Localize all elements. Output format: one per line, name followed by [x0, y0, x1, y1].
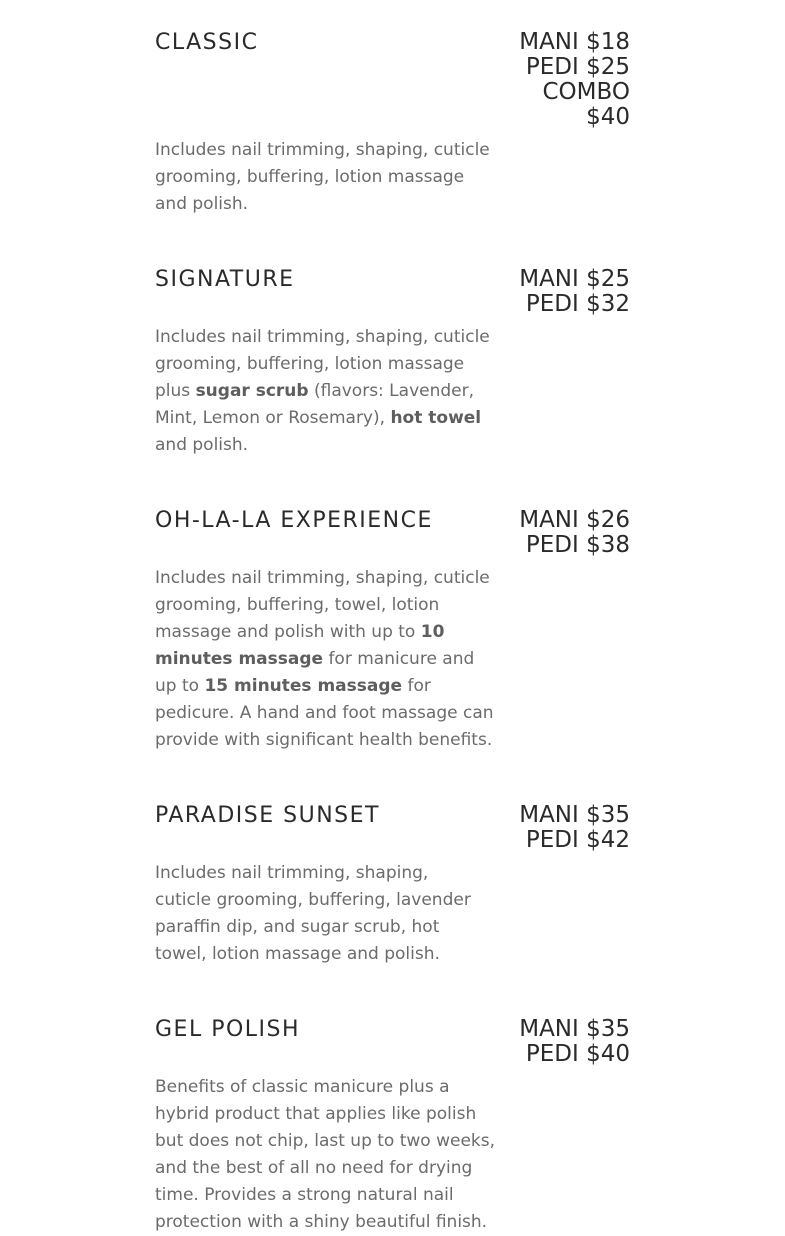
description-highlight: sugar scrub: [195, 381, 309, 401]
description-text: (flavors: Lavender, Mint, Lemon or Rosemary),: [155, 381, 475, 428]
price-line: PEDI $25: [525, 54, 630, 80]
description-text: Includes nail trimming, shaping, cuticle grooming, buffering, lavender paraffin dip, and sugar scrub, hot towel, lotion massage and polish.: [155, 863, 471, 964]
price-line: PEDI $32: [525, 291, 630, 317]
service-title: PARADISE SUNSET: [155, 803, 380, 828]
service-description: [155, 565, 495, 754]
service-prices: [510, 30, 630, 130]
price-line: PEDI $42: [525, 827, 630, 853]
price-line: COMBO: [542, 79, 630, 105]
description-text: for pedicure. A hand and foot massage can provide with significant health benefits.: [155, 676, 494, 750]
description-text: Benefits of classic manicure plus a hybrid product that applies like polish but does not chip, last up to two weeks, and the best of all no need for drying time. Provides a strong natural nail protection with a shiny beautiful finish.: [155, 1077, 496, 1232]
price-line: MANI $18: [519, 29, 630, 55]
service-title: SIGNATURE: [155, 267, 295, 292]
service-description: [155, 137, 500, 218]
service-prices: [510, 1017, 630, 1067]
price-line: MANI $35: [519, 1016, 630, 1042]
price-line: MANI $26: [519, 507, 630, 533]
service-prices: [510, 803, 630, 853]
description-text: and polish.: [155, 435, 249, 455]
description-text: Includes nail trimming, shaping, cuticle grooming, buffering, lotion massage plus: [155, 327, 490, 401]
description-text: Includes nail trimming, shaping, cuticle grooming, buffering, lotion massage and polish.: [155, 140, 490, 214]
price-line: MANI $25: [519, 266, 630, 292]
description-highlight: hot towel: [390, 408, 482, 428]
service-prices: [510, 508, 630, 558]
service-title: CLASSIC: [155, 30, 259, 55]
service-description: [155, 860, 485, 968]
price-line: $40: [586, 104, 630, 130]
description-text: for manicure and up to: [155, 649, 475, 696]
price-line: PEDI $38: [525, 532, 630, 558]
service-prices: [510, 267, 630, 317]
service-description: [155, 1074, 505, 1236]
description-text: Includes nail trimming, shaping, cuticle grooming, buffering, towel, lotion massage and polish with up to: [155, 568, 490, 642]
service-title: GEL POLISH: [155, 1017, 301, 1042]
description-highlight: 15 minutes massage: [204, 676, 403, 696]
price-line: MANI $35: [519, 802, 630, 828]
description-highlight: 10 minutes massage: [155, 622, 445, 669]
service-description: [155, 324, 500, 459]
price-line: PEDI $40: [525, 1041, 630, 1067]
service-title: OH-LA-LA EXPERIENCE: [155, 508, 433, 533]
